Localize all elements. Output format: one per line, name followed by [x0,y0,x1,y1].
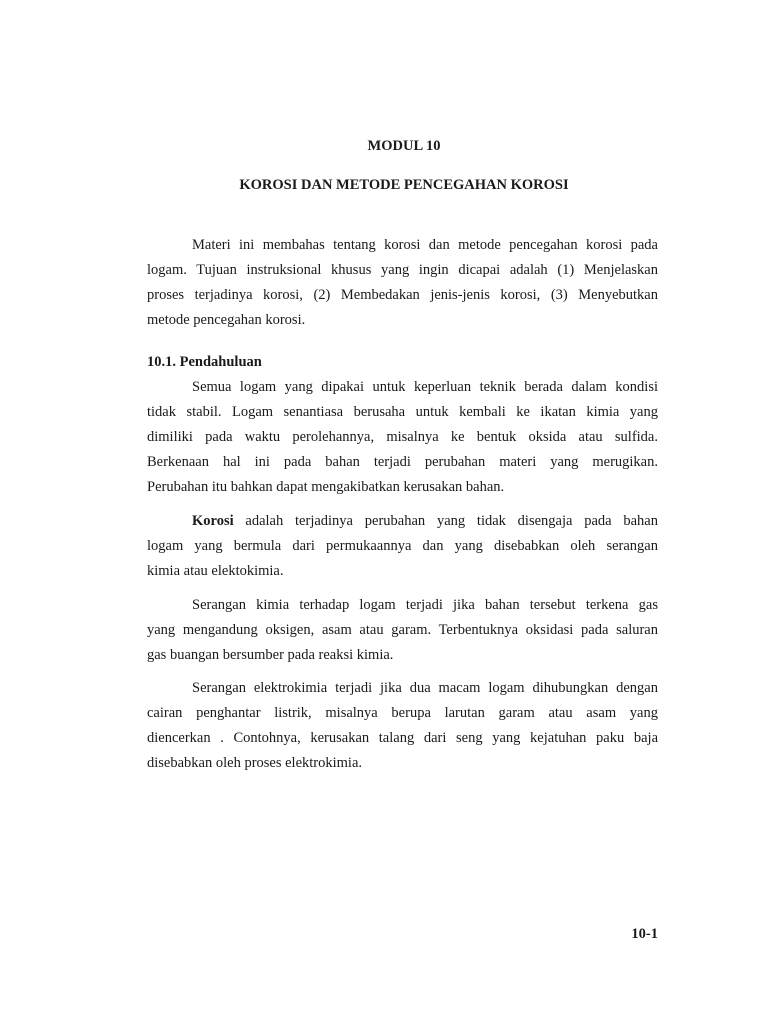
text-line: Berkenaan hal ini pada bahan terjadi perubahan materi yang merugikan. [147,454,658,470]
paragraph-4 [147,676,658,776]
text-line: proses terjadinya korosi, (2) Membedakan jenis-jenis korosi, (3) Menyebutkan [147,287,658,303]
text-line [147,509,658,534]
text-line: logam yang bermula dari permukaannya dan yang disebabkan oleh serangan [147,538,658,554]
text-span: adalah terjadinya perubahan yang tidak disengaja pada bahan [233,513,658,529]
text-line: Materi ini membahas tentang korosi dan metode pencegahan korosi pada [192,237,658,253]
page-title: KOROSI DAN METODE PENCEGAHAN KOROSI [239,177,569,193]
text-line: gas buangan bersumber pada reaksi kimia. [147,647,394,663]
text-line: kimia atau elektokimia. [147,563,284,579]
text-line: cairan penghantar listrik, misalnya berupa larutan garam atau asam yang [147,705,658,721]
paragraph-1 [147,375,658,500]
text-line: metode pencegahan korosi. [147,312,306,328]
text-line: Serangan elektrokimia terjadi jika dua macam logam dihubungkan dengan [192,680,658,696]
text-line: Perubahan itu bahkan dapat mengakibatkan kerusakan bahan. [147,479,505,495]
text-line: diencerkan . Contohnya, kerusakan talang dari seng yang kejatuhan paku baja [147,730,658,746]
text-line: yang mengandung oksigen, asam atau garam. Terbentuknya oksidasi pada saluran [147,622,658,638]
paragraph-2 [147,509,658,584]
text-line: disebabkan oleh proses elektrokimia. [147,755,363,771]
text-line: Semua logam yang dipakai untuk keperluan teknik berada dalam kondisi [192,379,658,395]
text-line: tidak stabil. Logam senantiasa berusaha untuk kembali ke ikatan kimia yang [147,404,658,420]
bold-term: Korosi [192,513,234,529]
text-line: Serangan kimia terhadap logam terjadi jika bahan tersebut terkena gas [192,597,658,613]
intro-paragraph [147,233,658,333]
text-line: dimiliki pada waktu perolehannya, misalnya ke bentuk oksida atau sulfida. [147,429,658,445]
section-heading: 10.1. Pendahuluan [147,354,262,370]
text-line: logam. Tujuan instruksional khusus yang ingin dicapai adalah (1) Menjelaskan [147,262,658,278]
paragraph-3 [147,593,658,668]
module-number: MODUL 10 [367,138,441,154]
page-number: 10-1 [631,926,658,942]
